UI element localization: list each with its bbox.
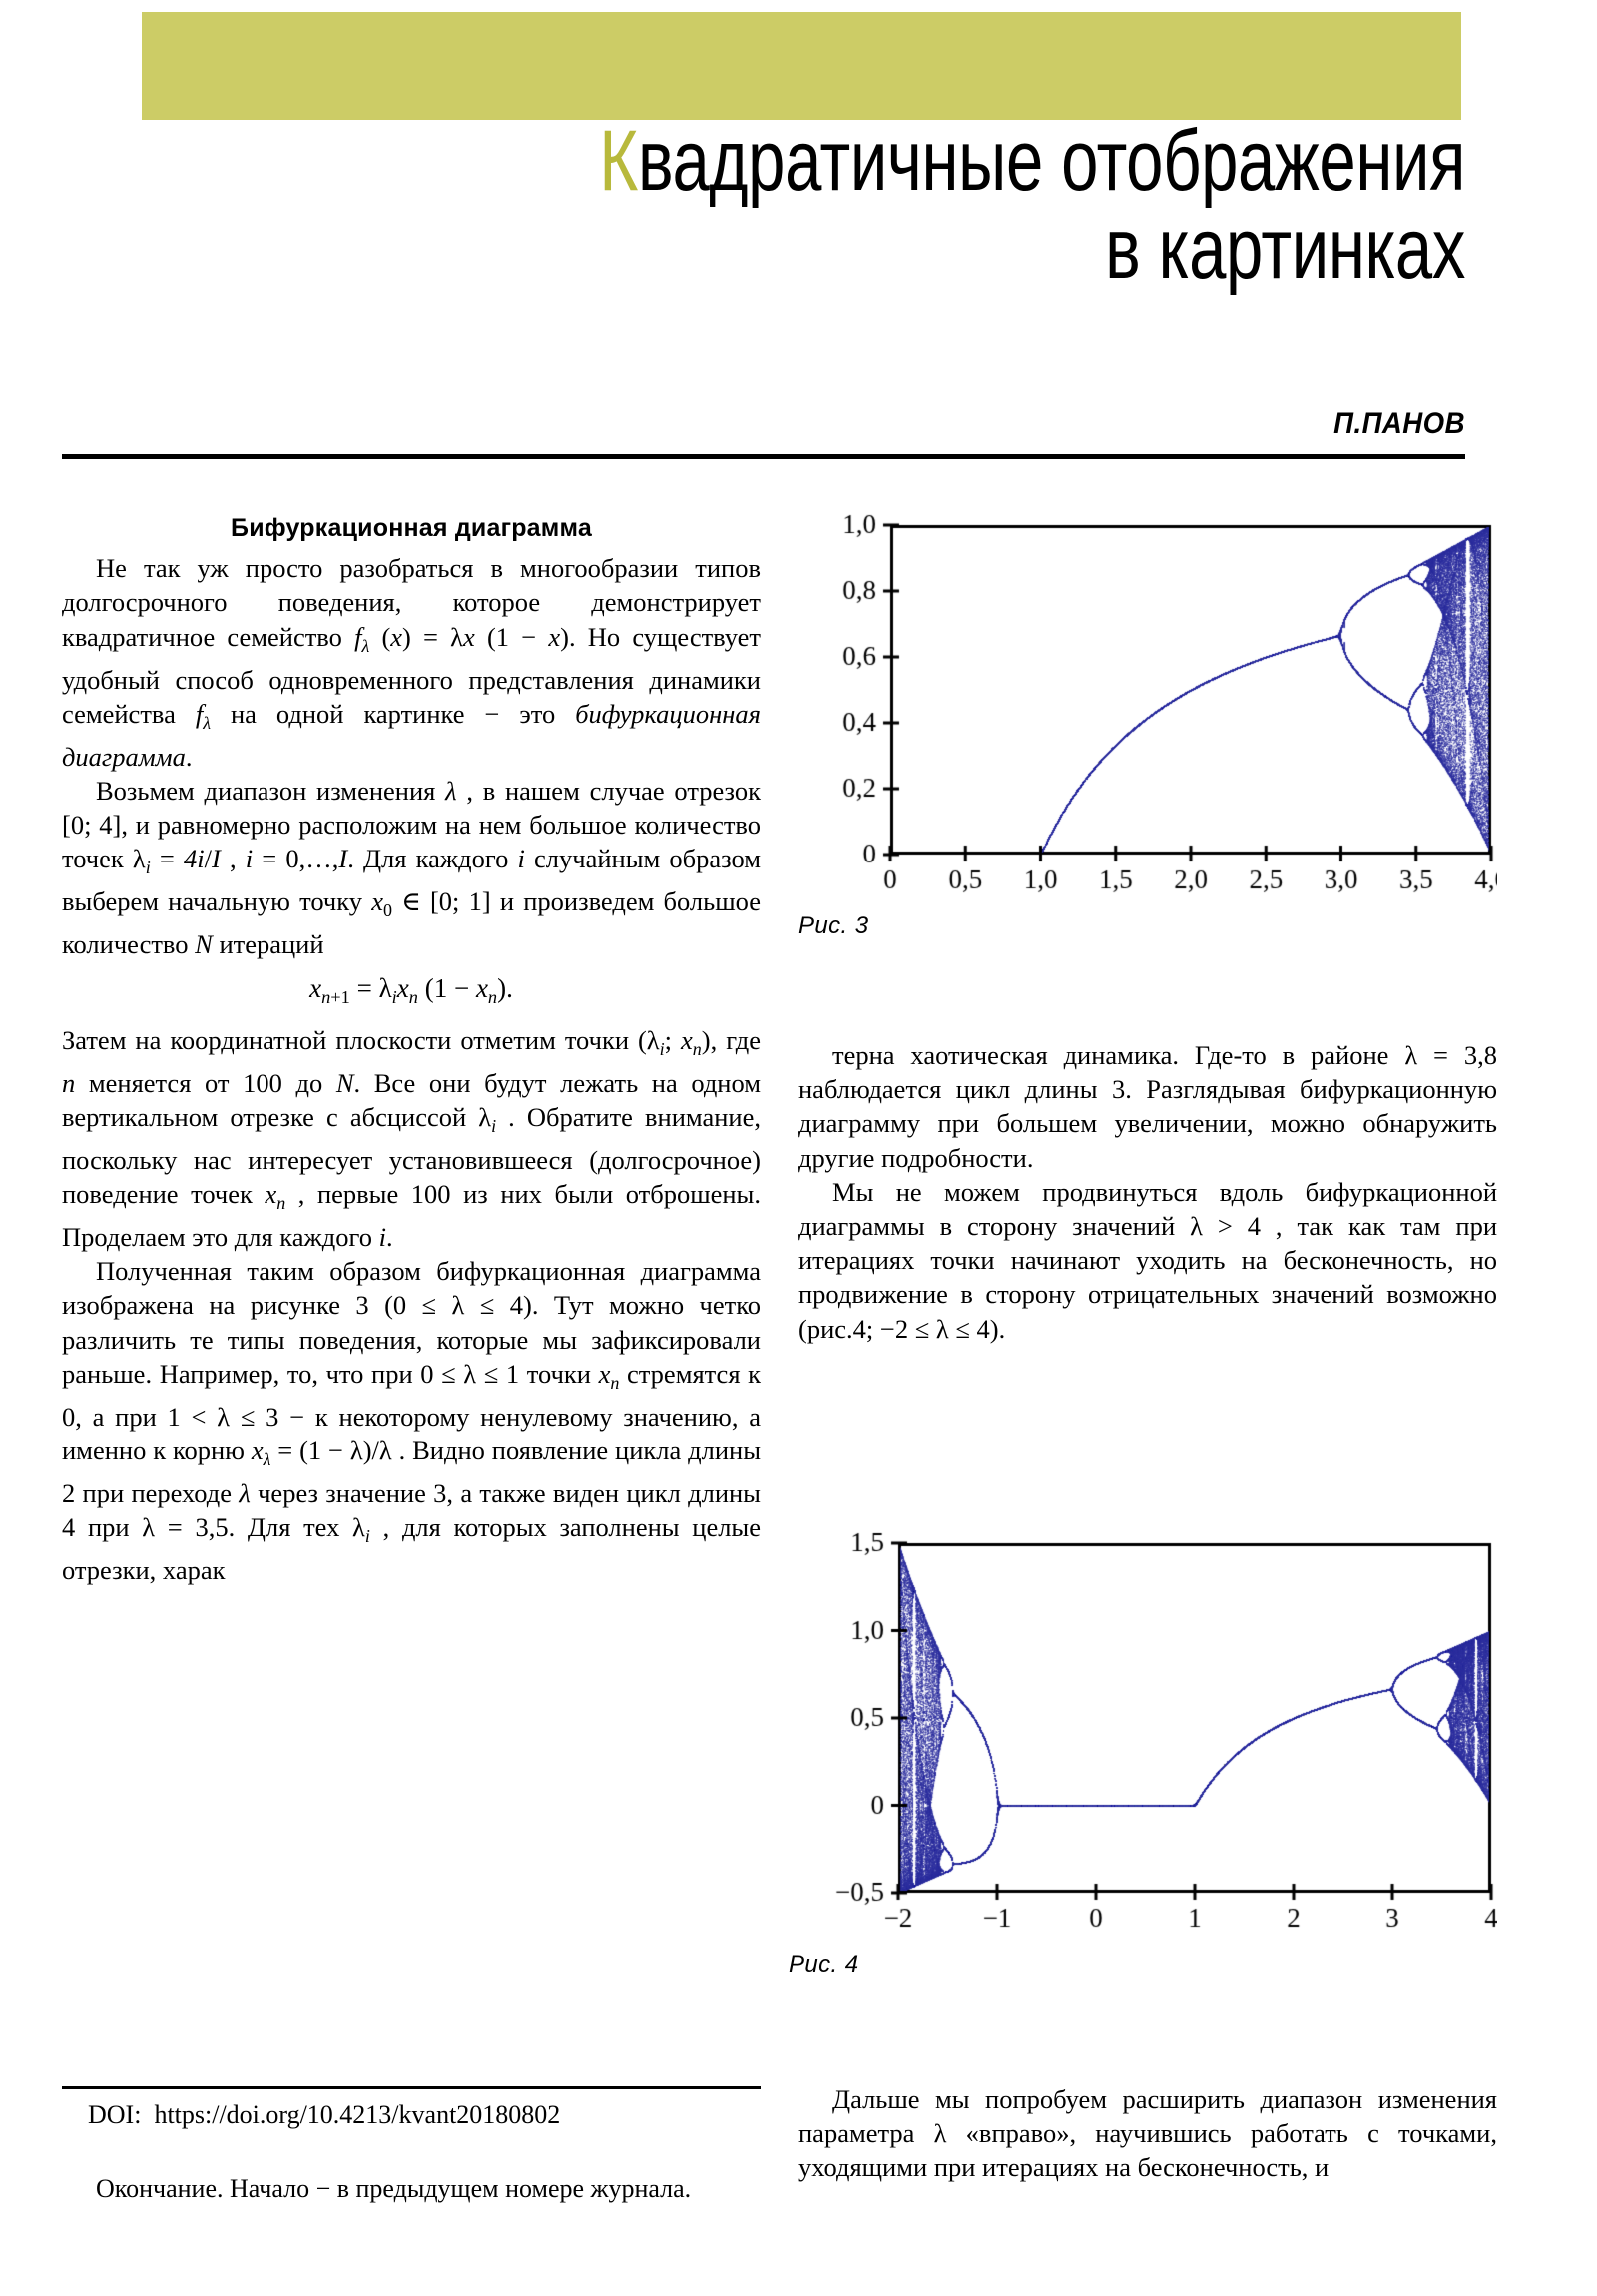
page-title-line-1 — [416, 113, 1465, 209]
paragraph-3-text-g: . — [386, 1221, 393, 1252]
paragraph-2-text-f: случайным образом выберем начальную точку — [62, 844, 761, 917]
right-text-column-middle — [798, 1038, 1497, 1346]
page-title-line-2: в картинках — [1105, 200, 1465, 296]
paragraph-4-text-d: стремятся к 0, а при — [62, 1358, 761, 1432]
page-title-line-1-rest: вадратичные отображения — [637, 113, 1465, 209]
paragraph-mid-2-a: Мы не можем продвинуться вдоль бифуркационной диаграммы в сторону значений — [798, 1176, 1497, 1242]
inline-symbol-lambda-2: λ — [239, 1477, 251, 1508]
editorial-note: Окончание. Начало − в предыдущем номере журнала. — [96, 2174, 692, 2203]
paragraph-3 — [62, 1023, 761, 1255]
paragraph-mid-1 — [798, 1038, 1497, 1175]
paragraph-4-text-c: точки — [519, 1358, 599, 1389]
paragraph-2-text-h: итераций — [212, 929, 324, 960]
inline-symbol-N: N — [195, 929, 213, 960]
paragraph-2-text-e: . Для каждого — [347, 844, 518, 874]
figure-4 — [789, 1529, 1497, 1979]
paragraph-mid-1-b: наблюдается цикл длины 3. Разглядывая бифуркационную диаграмму при большем увеличении, можно обнаружить другие подробности. — [798, 1074, 1497, 1173]
header-divider-rule — [62, 454, 1465, 459]
inline-symbol-N2: N — [335, 1067, 354, 1098]
paragraph-mid-2 — [798, 1175, 1497, 1346]
paragraph-1-text-d: . — [185, 741, 193, 772]
paragraph-mid-2-c: ). — [989, 1313, 1006, 1344]
footer-divider-rule — [62, 2086, 761, 2089]
inline-formula-f-lambda: $f_\lambda$ (x) = λx (1 − x). — [354, 621, 576, 656]
paragraph-3-text-a: Затем на координатной плоскости отметим точки — [62, 1024, 638, 1055]
paragraph-4-text-g: через значение 3, а также виден цикл длины 4 при — [62, 1477, 761, 1543]
paragraph-1-italic-term: бифуркационная диаграмма — [62, 698, 761, 772]
inline-symbol-lambda-i-2: $\lambda_i$ — [352, 1512, 370, 1546]
paragraph-tail: Дальше мы попробуем расширить диапазон изменения параметра λ «вправо», научившись работать с точками, уходящими при итерациях на бесконечность, и — [798, 2084, 1497, 2183]
right-text-column-tail — [798, 2082, 1497, 2185]
figure-4-caption: Рис. 4 — [789, 1951, 859, 1978]
page-title — [416, 113, 1465, 296]
inline-formula-lambda-i: $\lambda_i = 4i/I$ — [132, 844, 221, 878]
inline-symbol-i2: i — [378, 1221, 386, 1252]
paragraph-2-text-d: , — [220, 844, 246, 874]
masthead-color-band — [142, 12, 1461, 120]
left-text-column — [62, 511, 761, 1587]
paragraph-4-text-b: . Тут можно четко различить те типы поведения, которые мы зафиксировали раньше. Например, то, что при — [62, 1290, 762, 1389]
bifurcation-chart-fig3 — [798, 511, 1497, 910]
figure-3-caption: Рис. 3 — [798, 912, 869, 939]
inline-formula-root: $x_\lambda = (1 - \lambda)/\lambda$ — [251, 1435, 392, 1469]
display-equation-iteration: $x_{n+1} = \lambda_ix_n$ $(1 - x_n)$. — [309, 972, 513, 1007]
inline-point-pair: ($\lambda_i$; $x_n$) — [637, 1024, 711, 1059]
inline-range-neg2-4: −2 ≤ λ ≤ 4 — [879, 1313, 990, 1344]
paragraph-1 — [62, 551, 761, 774]
inline-range-0-4: (0 ≤ λ ≤ 4) — [384, 1290, 532, 1321]
drop-cap-k: К — [599, 113, 638, 209]
inline-symbol-lambda: λ — [445, 775, 457, 806]
paragraph-3-text-b: , где — [710, 1024, 761, 1055]
paragraph-3-text-e: . Обратите внимание, поскольку нас интересует установившееся (долгосрочное) поведение точек — [62, 1101, 761, 1209]
editorial-note-block — [62, 2172, 773, 2206]
inline-symbol-i: i — [517, 844, 525, 874]
inline-lambda-3-8: λ = 3,8 — [1404, 1040, 1498, 1070]
inline-range-1-3: 1 < λ ≤ 3 — [167, 1401, 279, 1432]
paragraph-4-text-i: , для которых заполнены целые отрезки, харак — [62, 1512, 761, 1586]
author-byline: П.ПАНОВ — [1333, 407, 1465, 440]
inline-formula-i-range: i = 0,…,I — [245, 844, 348, 874]
paragraph-4-text-a: Полученная таким образом бифуркационная диаграмма изображена на рисунке 3 — [62, 1256, 761, 1321]
paragraph-2-text-b: , в нашем случае отрезок — [456, 775, 761, 806]
inline-symbol-x-n-2: $x_n$ — [598, 1358, 620, 1393]
inline-symbol-f-lambda: $f_\lambda$ — [195, 698, 211, 733]
paragraph-4 — [62, 1254, 761, 1587]
inline-lambda-3-5: λ = 3,5 — [142, 1512, 229, 1543]
inline-symbol-x-n: $x_n$ — [265, 1178, 286, 1213]
inline-symbol-lambda-i: $\lambda_i$ — [478, 1101, 497, 1136]
paragraph-mid-2-b: , так как там при итерациях точки начинают уходить на бесконечность, но продвижение в сторону отрицательных значений возможно (рис.4; — [798, 1211, 1498, 1344]
paragraph-4-text-f: . Видно появление цикла длины 2 при переходе — [62, 1435, 762, 1508]
inline-lambda-gt-4: λ > 4 — [1190, 1211, 1261, 1242]
paragraph-2-text-a: Возьмем диапазон изменения — [96, 775, 446, 806]
inline-symbol-n: n — [62, 1067, 76, 1098]
doi-line — [62, 2098, 773, 2132]
inline-range-0-1: 0 ≤ λ ≤ 1 — [420, 1358, 520, 1389]
inline-formula-x0-interval: $x_0$ ∈ [0; 1] — [371, 886, 491, 921]
paragraph-4-text-h: . Для тех — [228, 1512, 353, 1543]
paragraph-4-text-e: − к некоторому ненулевому значению, а именно к корню — [62, 1401, 761, 1465]
paragraph-2-text-g: и произведем большое количество — [62, 886, 761, 960]
section-heading: Бифуркационная диаграмма — [231, 514, 592, 542]
paragraph-mid-1-a: терна хаотическая динамика. Где-то в районе — [832, 1040, 1405, 1070]
doi-label: DOI: — [88, 2100, 142, 2129]
figure-3 — [798, 511, 1497, 940]
paragraph-1-text-b: Но существует удобный способ одновременного представления динамики семейства — [62, 621, 762, 729]
inline-interval-0-4: [0; 4] — [62, 810, 122, 841]
paragraph-3-text-c: меняется от 100 до — [75, 1067, 336, 1098]
paragraph-3-text-d: . Все они будут лежать на одном вертикальном отрезке с абсциссой — [62, 1067, 761, 1132]
doi-block — [62, 2098, 773, 2132]
paragraph-1-text-a: Не так уж просто разобраться в многообразии типов долгосрочного поведения, которое демонстрирует квадратичное семейство — [62, 553, 761, 652]
paragraph-2-text-c: , и равномерно расположим на нем большое количество точек — [62, 810, 761, 874]
paragraph-2 — [62, 774, 761, 962]
doi-url[interactable]: https://doi.org/10.4213/kvant20180802 — [154, 2100, 561, 2129]
bifurcation-chart-fig4 — [789, 1529, 1497, 1949]
paragraph-3-text-f: , первые 100 из них были отброшены. Проделаем это для каждого — [62, 1178, 761, 1252]
paragraph-1-text-c: на одной картинке − это — [211, 698, 576, 729]
